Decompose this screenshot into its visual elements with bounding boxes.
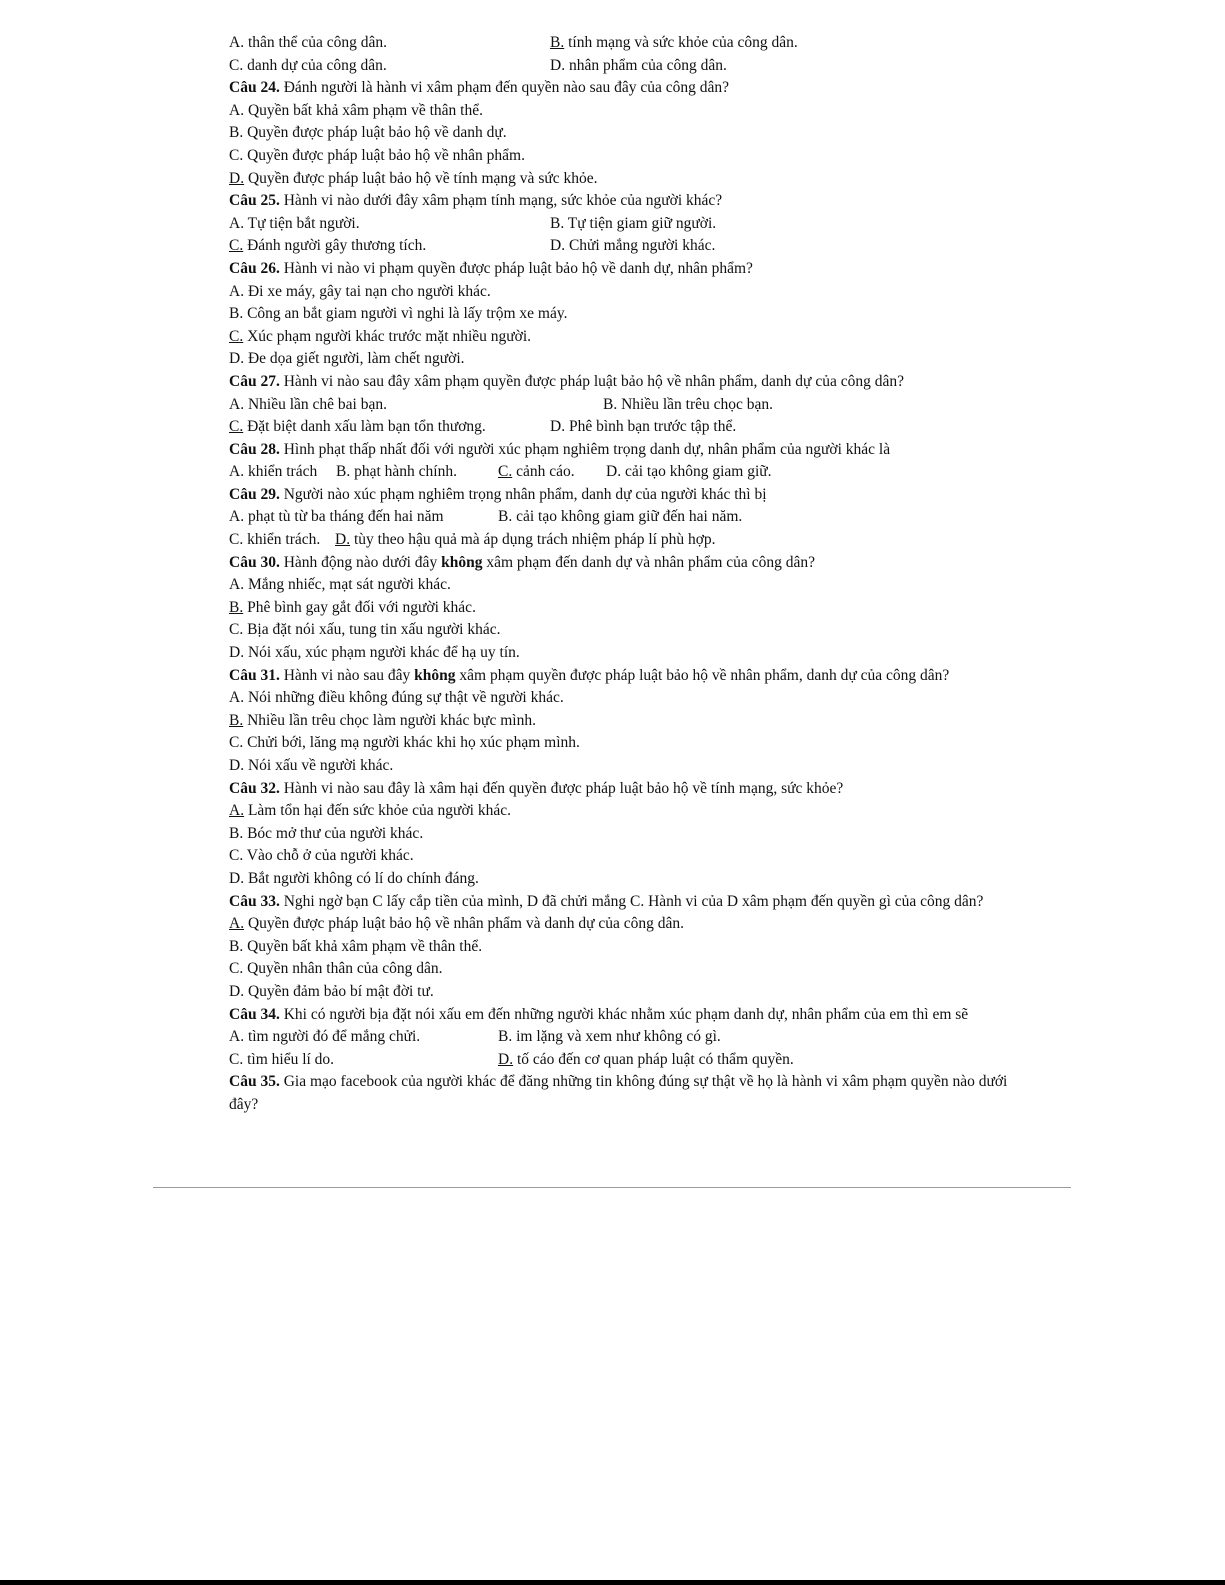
q28-option-a: A. khiển trách [229,463,318,481]
q34-option-b: B. im lặng và xem như không có gì. [498,1028,721,1046]
q28-options-row [229,461,1029,484]
q23-option-d: D. nhân phẩm của công dân. [550,56,727,74]
question-text: Hành vi nào vi phạm quyền được pháp luật bảo hộ về danh dự, nhân phẩm? [279,259,753,277]
q27-option-b: B. Nhiều lần trêu chọc bạn. [603,395,774,413]
question-25 [229,190,1029,213]
question-text: Gia mạo facebook của người khác để đăng những tin không đúng sự thật về họ là hành vi xâm phạm quyền nào dưới đây? [229,1073,1008,1113]
q32-option-d: D. Bắt người không có lí do chính đáng. [229,869,479,887]
q27-options-row-2 [229,416,1029,439]
question-text: Người nào xúc phạm nghiêm trọng nhân phẩm, danh dự của người khác thì bị [279,485,767,503]
q25-options-row-1 [229,213,1029,236]
question-text: Nghi ngờ bạn C lấy cắp tiền của mình, D đã chửi mắng C. Hành vi của D xâm phạm đến quyền gì của công dân? [279,892,984,910]
q25-option-d: D. Chửi mắng người khác. [550,237,716,255]
q29-options-row-1 [229,506,1029,529]
q32-option-b: B. Bóc mở thư của người khác. [229,824,424,842]
question-label: Câu 33. [229,892,280,910]
question-label: Câu 27. [229,372,280,390]
q24-option-a: A. Quyền bất khả xâm phạm về thân thể. [229,101,483,119]
page-bottom-edge [0,1580,1225,1585]
question-24 [229,77,1029,100]
q33-option-d: D. Quyền đảm bảo bí mật đời tư. [229,982,434,1000]
q30-option-c: C. Bịa đặt nói xấu, tung tin xấu người khác. [229,621,501,639]
question-text: Hình phạt thấp nhất đối với người xúc phạm nghiêm trọng danh dự, nhân phẩm của người khác là [279,440,891,458]
q26-option-c: C. Xúc phạm người khác trước mặt nhiều người. [229,327,532,345]
question-34 [229,1004,1029,1027]
q33-option-b: B. Quyền bất khả xâm phạm về thân thể. [229,937,483,955]
q31-option-b: B. Nhiều lần trêu chọc làm người khác bực mình. [229,711,536,729]
q27-option-d: D. Phê bình bạn trước tập thể. [550,418,737,436]
q30-option-a: A. Mắng nhiếc, mạt sát người khác. [229,576,451,594]
q31-option-a: A. Nói những điều không đúng sự thật về người khác. [229,689,564,707]
q29-option-b: B. cải tạo không giam giữ đến hai năm. [498,508,743,526]
q27-option-a: A. Nhiều lần chê bai bạn. [229,395,387,413]
q31-option-c: C. Chửi bới, lăng mạ người khác khi họ xúc phạm mình. [229,734,580,752]
question-text: Hành vi nào sau đây xâm phạm quyền được pháp luật bảo hộ về nhân phẩm, danh dự của công dân? [279,372,904,390]
question-30 [229,552,1029,575]
q29-option-c: C. khiển trách. [229,531,321,549]
question-text: Hành vi nào sau đây là xâm hại đến quyền được pháp luật bảo hộ về tính mạng, sức khỏe? [279,779,844,797]
q26-option-a: A. Đi xe máy, gây tai nạn cho người khác. [229,282,491,300]
q25-option-b: B. Tự tiện giam giữ người. [550,214,717,232]
question-35 [229,1071,1029,1116]
q30-option-d: D. Nói xấu, xúc phạm người khác để hạ uy tín. [229,644,520,662]
question-26 [229,258,1029,281]
question-label: Câu 31. [229,666,280,684]
q27-option-c: C. Đặt biệt danh xấu làm bạn tổn thương. [229,418,486,436]
q26-option-d: D. Đe dọa giết người, làm chết người. [229,350,465,368]
question-text: Hành vi nào dưới đây xâm phạm tính mạng, sức khỏe của người khác? [279,192,723,210]
question-32 [229,778,1029,801]
question-label: Câu 29. [229,485,280,503]
question-29 [229,484,1029,507]
q25-options-row-2 [229,235,1029,258]
q34-option-c: C. tìm hiểu lí do. [229,1050,335,1068]
q28-option-c: C. cảnh cáo. [498,463,575,481]
q24-option-d: D. Quyền được pháp luật bảo hộ về tính mạng và sức khỏe. [229,169,598,187]
q34-option-a: A. tìm người đó để mắng chửi. [229,1028,421,1046]
question-label: Câu 32. [229,779,280,797]
question-label: Câu 25. [229,192,280,210]
question-31 [229,665,1029,688]
q25-option-c: C. Đánh người gây thương tích. [229,237,427,255]
q29-option-d: D. tùy theo hậu quả mà áp dụng trách nhiệm pháp lí phù hợp. [335,531,716,549]
q23-options-row-1 [229,32,1029,55]
question-text: Đánh người là hành vi xâm phạm đến quyền nào sau đây của công dân? [279,79,730,97]
question-33 [229,891,1029,914]
q28-option-b: B. phạt hành chính. [336,463,457,481]
q28-option-d: D. cải tạo không giam giữ. [606,463,772,481]
q33-option-a: A. Quyền được pháp luật bảo hộ về nhân phẩm và danh dự của công dân. [229,915,685,933]
q33-option-c: C. Quyền nhân thân của công dân. [229,960,443,978]
question-label: Câu 35. [229,1073,280,1091]
question-27 [229,371,1029,394]
question-28 [229,439,1029,462]
question-label: Câu 30. [229,553,280,571]
q34-option-d: D. tố cáo đến cơ quan pháp luật có thẩm quyền. [498,1050,794,1068]
q34-options-row-1 [229,1026,1029,1049]
question-label: Câu 26. [229,259,280,277]
question-text: Hành vi nào sau đây không xâm phạm quyền được pháp luật bảo hộ về nhân phẩm, danh dự của công dân? [279,666,950,684]
q23-option-c: C. danh dự của công dân. [229,56,387,74]
q24-option-c: C. Quyền được pháp luật bảo hộ về nhân phẩm. [229,146,525,164]
q23-option-b: B. tính mạng và sức khỏe của công dân. [550,34,798,51]
q30-option-b: B. Phê bình gay gắt đối với người khác. [229,598,476,616]
question-label: Câu 28. [229,440,280,458]
q29-option-a: A. phạt tù từ ba tháng đến hai năm [229,508,444,526]
q27-options-row-1 [229,394,1029,417]
q29-options-row-2 [229,529,1029,552]
question-text: Hành động nào dưới đây không xâm phạm đến danh dự và nhân phẩm của công dân? [279,553,815,571]
document-body [229,32,1029,1117]
q34-options-row-2 [229,1049,1029,1072]
q24-option-b: B. Quyền được pháp luật bảo hộ về danh dự. [229,124,507,142]
q25-option-a: A. Tự tiện bắt người. [229,214,360,232]
q31-option-d: D. Nói xấu về người khác. [229,757,394,774]
q26-option-b: B. Công an bắt giam người vì nghi là lấy trộm xe máy. [229,305,568,323]
question-label: Câu 34. [229,1005,280,1023]
page-divider [153,1187,1071,1188]
question-text: Khi có người bịa đặt nói xấu em đến những người khác nhằm xúc phạm danh dự, nhân phẩm của em thì em sẽ [279,1005,969,1023]
q23-options-row-2 [229,55,1029,78]
question-label: Câu 24. [229,79,280,97]
q32-option-c: C. Vào chỗ ở của người khác. [229,847,414,865]
q32-option-a: A. Làm tổn hại đến sức khỏe của người khác. [229,802,511,820]
q23-option-a: A. thân thể của công dân. [229,34,387,51]
